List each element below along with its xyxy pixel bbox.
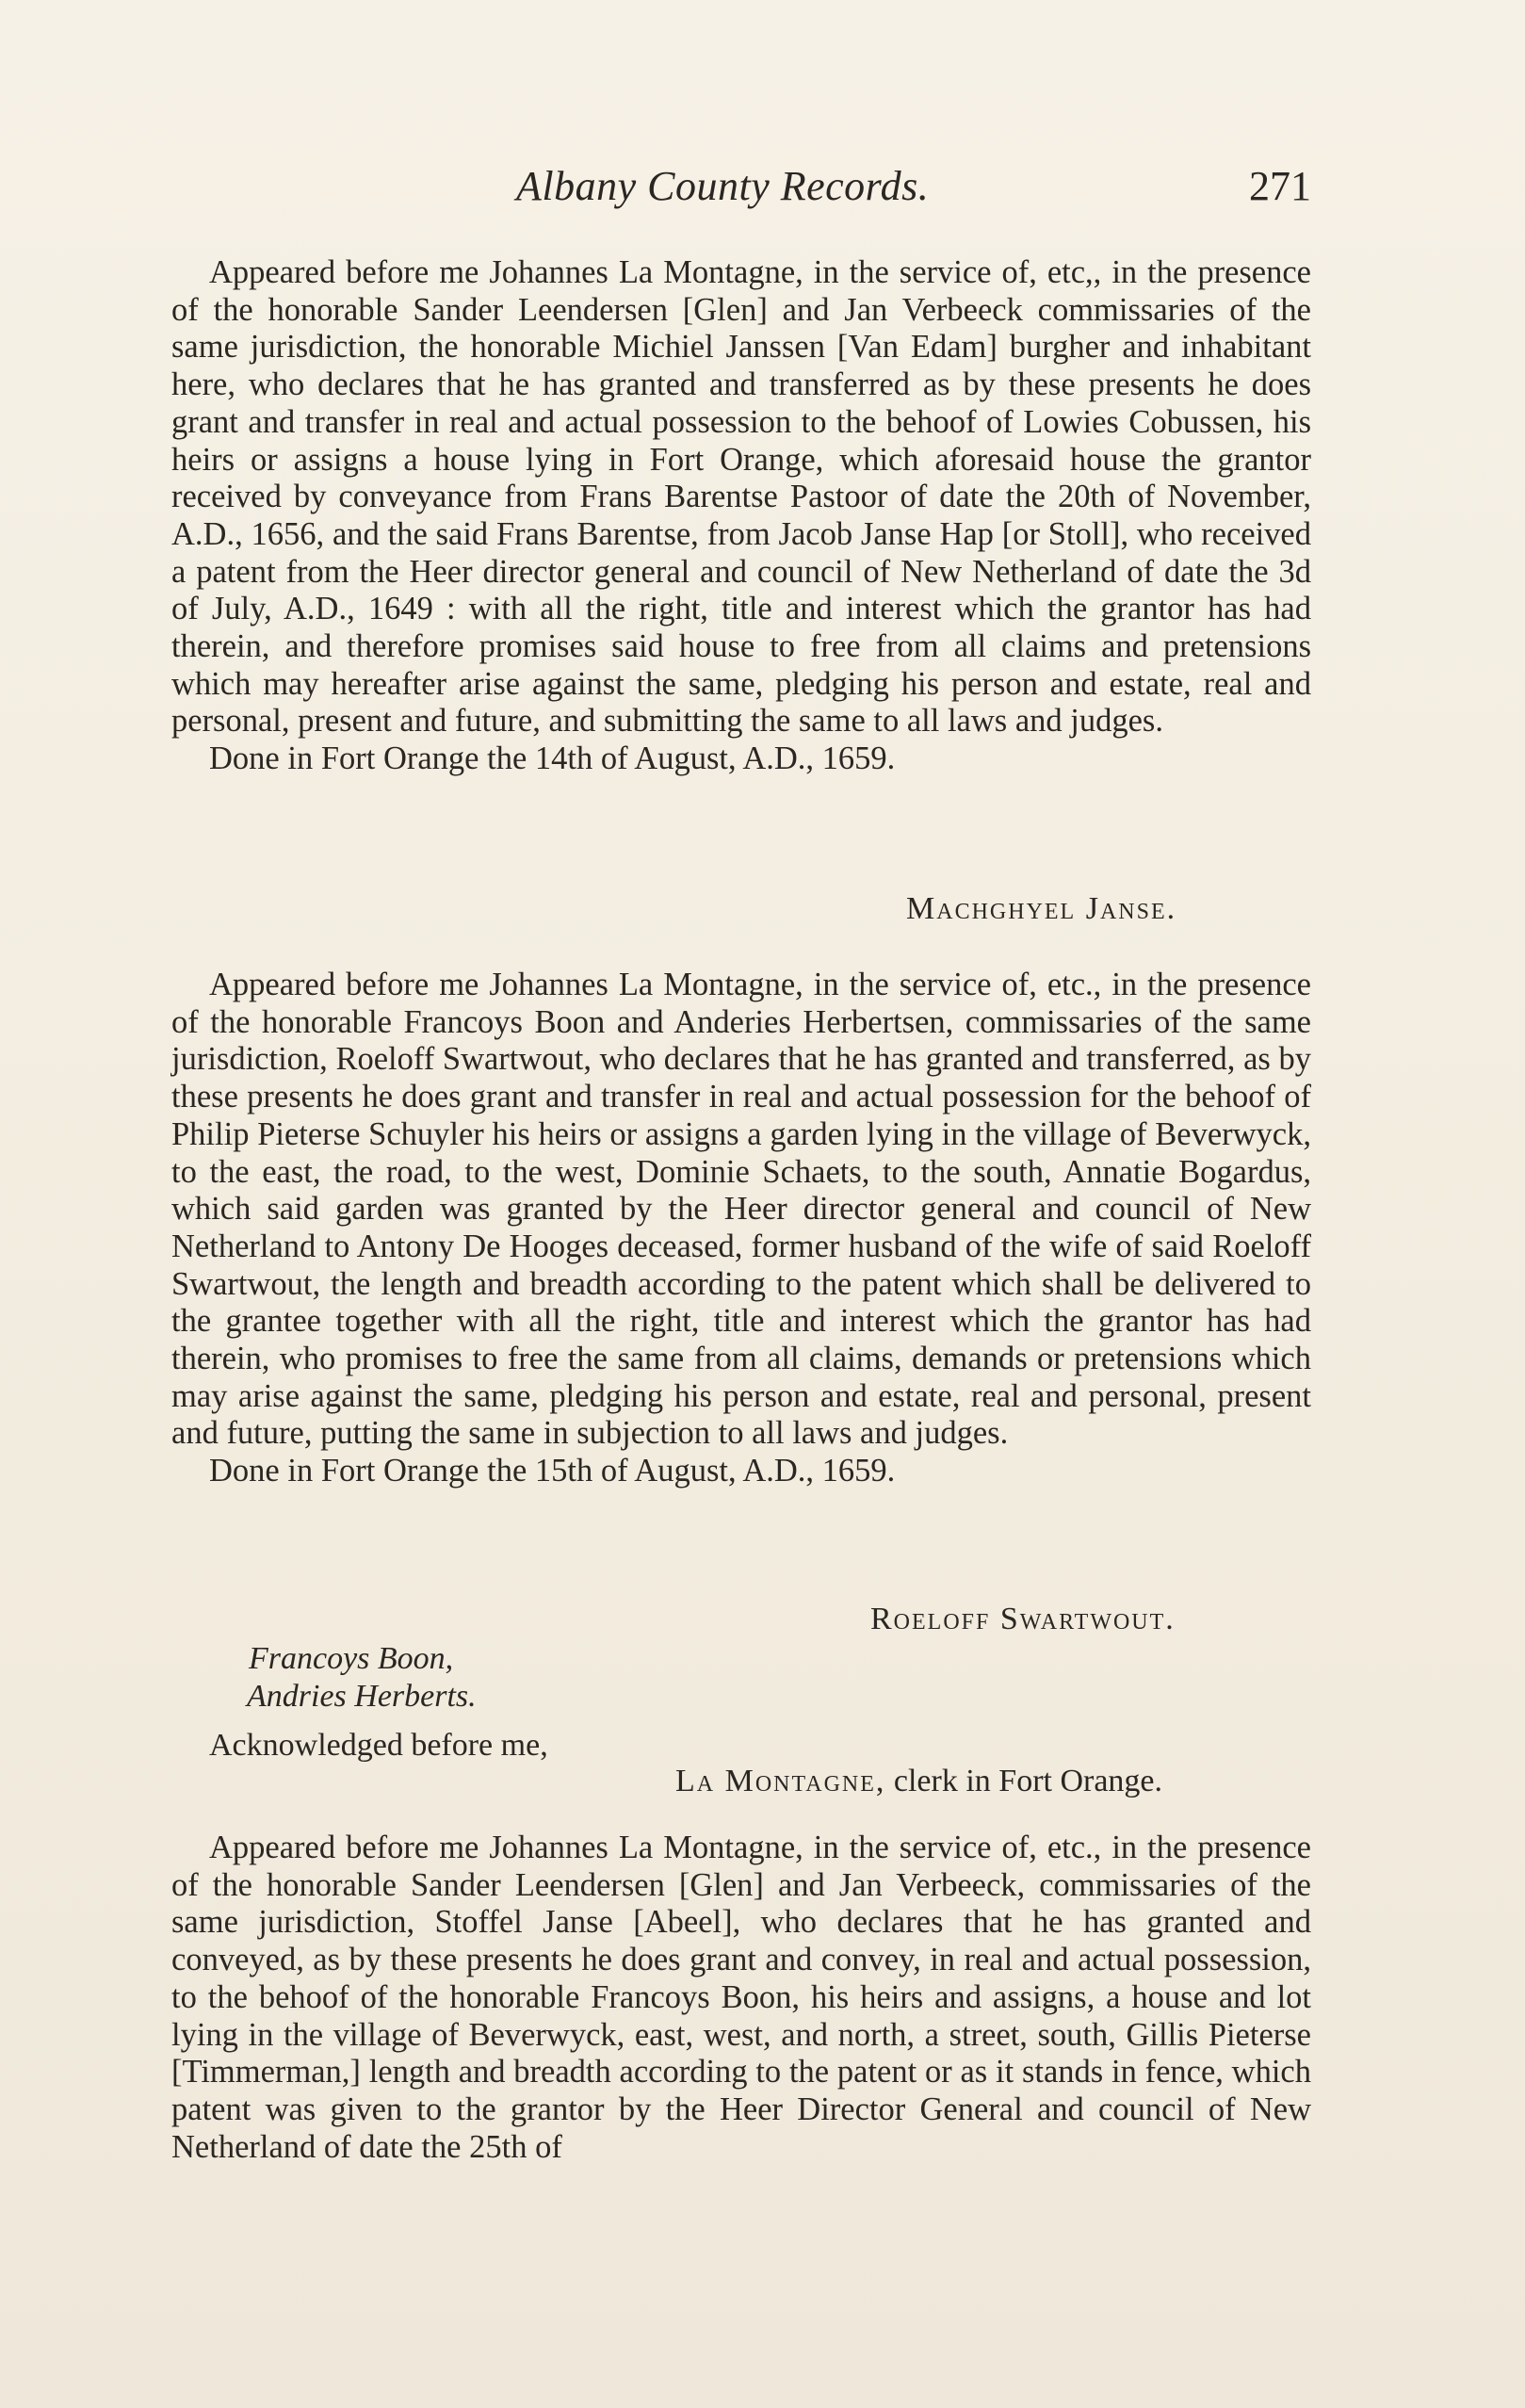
page-number: 271 (1249, 163, 1311, 209)
entry-1-signature: Machghyel Janse. (906, 891, 1177, 926)
clerk-line (675, 1764, 1162, 1799)
acknowledged-line: Acknowledged before me, (209, 1728, 548, 1763)
page-header (0, 162, 1525, 219)
entry-3-body: Appeared before me Johannes La Montagne, in the service of, etc., in the presence of the honorable Sander Leendersen [Glen] and Jan Verbeeck, commissaries of the same jurisdiction, Stoffel Janse [Abeel], who declares that he has granted and conveyed, as by these presents he does grant and convey, in real and actual possession, to the behoof of the honorable Francoys Boon, his heirs and assigns, a house and lot lying in the village of Beverwyck, east, west, and north, a street, south, Gillis Pieterse [Timmerman,] length and breadth according to the patent or as it stands in fence, which patent was given to the grantor by the Heer Director General and council of New Netherland of date the 25th of (171, 1830, 1311, 2165)
entry-2-signature: Roeloff Swartwout. (870, 1602, 1176, 1636)
entry-1 (171, 254, 1311, 778)
entry-2-done: Done in Fort Orange the 15th of August, A.D., 1659. (209, 1453, 896, 1489)
witness-1: Francoys Boon, (249, 1641, 454, 1676)
running-title: Albany County Records. (516, 163, 930, 209)
entry-2 (171, 967, 1311, 1490)
entry-1-body: Appeared before me Johannes La Montagne, in the service of, etc,, in the presence of the honorable Sander Leendersen [Glen] and Jan Verbeeck commissaries of the same jurisdiction, the honorable Michiel Janssen [Van Edam] burgher and inhabitant here, who declares that he has granted and transferred as by these presents he does grant and transfer in real and actual possession to the behoof of Lowies Cobussen, his heirs or assigns a house lying in Fort Orange, which aforesaid house the grantor received by conveyance from Frans Barentse Pastoor of date the 20th of November, A.D., 1656, and the said Frans Barentse, from Jacob Janse Hap [or Stoll], who received a patent from the Heer director general and council of New Netherland of date the 3d of July, A.D., 1649 : with all the right, title and interest which the grantor has had therein, and therefore promises said house to free from all claims and pretensions which may hereafter arise against the same, pledging his person and estate, real and personal, present and future, and submitting the same to all laws and judges. (171, 254, 1311, 740)
witness-2: Andries Herberts. (247, 1679, 477, 1714)
entry-2-body: Appeared before me Johannes La Montagne, in the service of, etc., in the presence of the honorable Francoys Boon and Anderies Herbertsen, commissaries of the same jurisdiction, Roeloff Swartwout, who declares that he has granted and transferred, as by these presents he does grant and transfer in real and actual possession for the behoof of Philip Pieterse Schuyler his heirs or assigns a garden lying in the village of Beverwyck, to the east, the road, to the west, Dominie Schaets, to the south, Annatie Bogardus, which said garden was granted by the Heer director general and council of New Netherland to Antony De Hooges deceased, former husband of the wife of said Roeloff Swartwout, the length and breadth according to the patent which shall be delivered to the grantee together with all the right, title and interest which the grantor has had therein, who promises to free the same from all claims, demands or pretensions which may arise against the same, pledging his person and estate, real and personal, present and future, putting the same in subjection to all laws and judges. (171, 967, 1311, 1452)
clerk-name: La Montagne, (675, 1764, 886, 1798)
clerk-title: clerk in Fort Orange. (885, 1764, 1163, 1798)
entry-3 (171, 1830, 1311, 2166)
entry-1-done: Done in Fort Orange the 14th of August, A.D., 1659. (209, 740, 896, 777)
